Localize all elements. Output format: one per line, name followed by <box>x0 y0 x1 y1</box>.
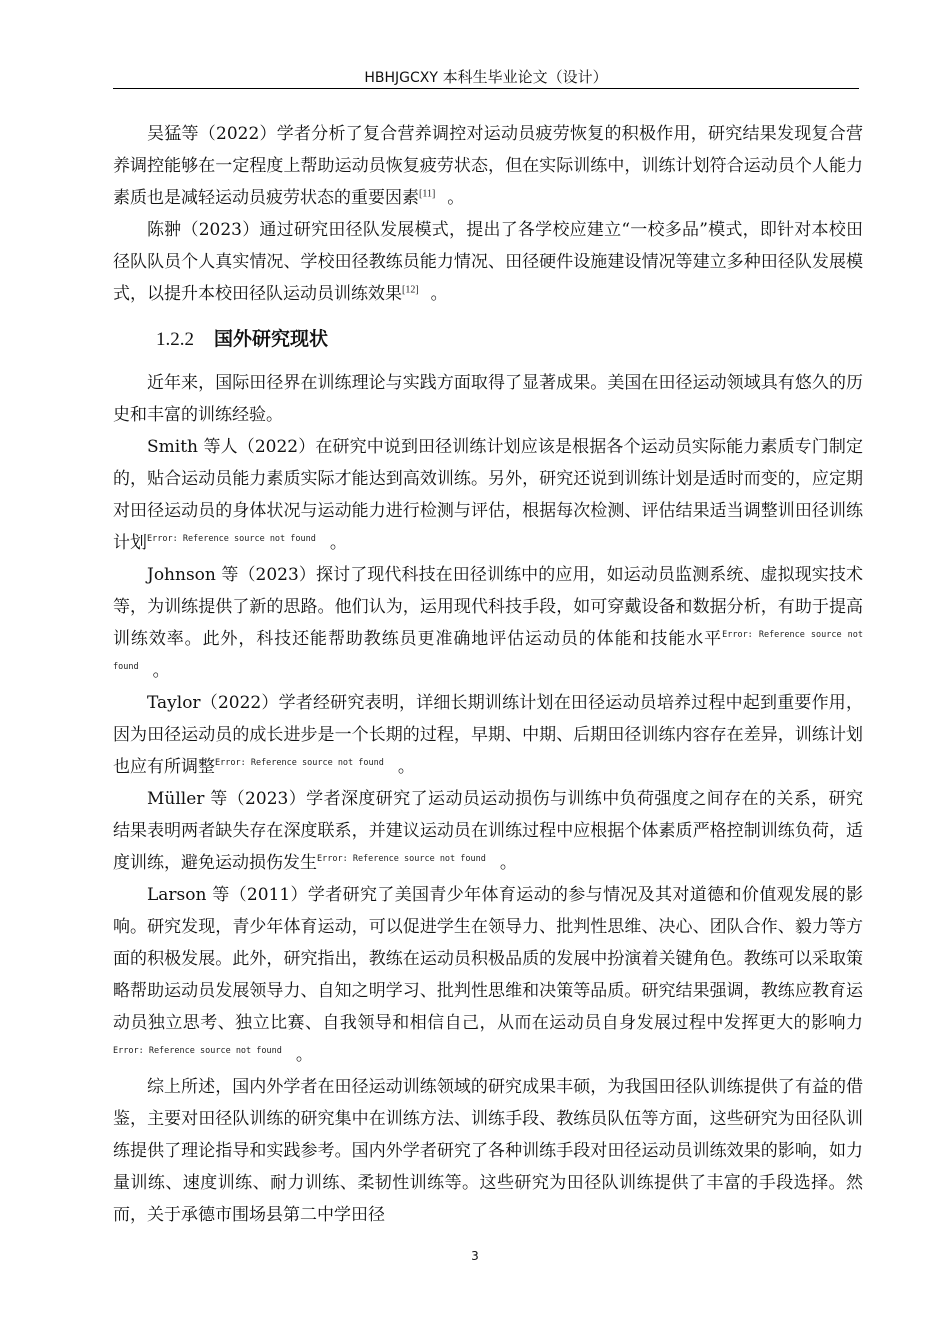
paragraph-johnson: Johnson 等（2023）探讨了现代科技在田径训练中的应用，如运动员监测系统、虚拟现实技术等，为训练提供了新的思路。他们认为，运用现代科技手段，如可穿戴设备和数据分析，有助于提高训练效率。此外，科技还能帮助教练员更准确地评估运动员的体能和技能水平$^{Error: Reference source not found}$ 。 <box>113 565 864 681</box>
reference-error: Error: Reference source not found <box>215 758 384 769</box>
paragraph-wu-meng: 吴猛等（2022）学者分析了复合营养调控对运动员疲劳恢复的积极作用，研究结果发现复合营养调控能够在一定程度上帮助运动员恢复疲劳状态，但在实际训练中，训练计划符合运动员个人能力素质也是减轻运动员疲劳状态的重要因素[11] 。 <box>113 124 863 208</box>
paragraph-end: 。 <box>295 1045 313 1065</box>
reference-error: Error: Reference source not found <box>147 534 316 545</box>
page-number: 3 <box>471 1249 479 1263</box>
paragraph-chen-shen: 陈翀（2023）通过研究田径队发展模式，提出了各学校应建立“一校多品”模式，即针对本校田径队队员个人真实情况、学校田径教练员能力情况、田径硬件设施建设情况等建立多种田径队发展模式，以提升本校田径队运动员训练效果[12] 。 <box>113 220 863 304</box>
citation: [11] <box>419 188 436 200</box>
reference-error: Error: Reference source not found <box>317 854 486 865</box>
paragraph-end: 。 <box>430 284 448 304</box>
header-code: HBHJGCXY <box>364 70 438 86</box>
header-title: 本科生毕业论文（设计） <box>442 68 608 86</box>
paragraph-end: 。 <box>447 188 465 208</box>
page-body <box>113 118 863 1231</box>
section-heading <box>113 325 863 354</box>
paragraph-end: 。 <box>499 853 517 873</box>
paragraph-end: 。 <box>397 757 415 777</box>
reference-error: Error: Reference source not found <box>113 630 864 673</box>
paragraph-smith: Smith 等人（2022）在研究中说到田径训练计划应该是根据各个运动员实际能力素质专门制定的，贴合运动员能力素质实际才能达到高效训练。另外，研究还说到训练计划是适时而变的，应定期对田径运动员的身体状况与运动能力进行检测与评估，根据每次检测、评估结果适当调整训田径训练计划$^{Error: Reference source not found}$ 。 <box>113 437 863 553</box>
paragraph-end: 。 <box>329 533 347 553</box>
citation: [12] <box>402 284 419 296</box>
paragraph-larson: Larson 等（2011）学者研究了美国青少年体育运动的参与情况及其对道德和价值观发展的影响。研究发现，青少年体育运动，可以促进学生在领导力、批判性思维、决心、团队合作、毅力等方面的积极发展。此外，研究指出，教练在运动员积极品质的发展中扮演着关键角色。教练可以采取策略帮助运动员发展领导力、自知之明学习、批判性思维和决策等品质。研究结果强调，教练应教育运动员独立思考、独立比赛、自我领导和相信自己，从而在运动员自身发展过程中发挥更大的影响力$^{Error: Reference source not found}$ 。 <box>113 885 863 1065</box>
paragraph-intro: 近年来，国际田径界在训练理论与实践方面取得了显著成果。美国在田径运动领域具有悠久的历史和丰富的训练经验。 <box>113 373 863 425</box>
paragraph-taylor: Taylor（2022）学者经研究表明，详细长期训练计划在田径运动员培养过程中起到重要作用，因为田径运动员的成长进步是一个长期的过程，早期、中期、后期田径训练内容存在差异，训练计划也应有所调整$^{Error: Reference source not found}$ 。 <box>113 693 863 777</box>
section-number: 1.2.2 <box>156 329 194 350</box>
reference-error: Error: Reference source not found <box>113 1046 282 1057</box>
section-title: 国外研究现状 <box>214 328 329 350</box>
paragraph-summary: 综上所述，国内外学者在田径运动训练领域的研究成果丰硕，为我国田径队训练提供了有益的借鉴，主要对田径队训练的研究集中在训练方法、训练手段、教练员队伍等方面，这些研究为田径队训练提供了理论指导和实践参考。国内外学者研究了各种训练手段对田径运动员训练效果的影响，如力量训练、速度训练、耐力训练、柔韧性训练等。这些研究为田径队训练提供了丰富的手段选择。然而，关于承德市围场县第二中学田径 <box>113 1077 863 1225</box>
paragraph-muller: Müller 等（2023）学者深度研究了运动员运动损伤与训练中负荷强度之间存在的关系，研究结果表明两者缺失存在深度联系，并建议运动员在训练过程中应根据个体素质严格控制训练负荷，适度训练，避免运动损伤发生$^{Error: Reference source not found}$ 。 <box>113 789 863 873</box>
paragraph-end: 。 <box>152 661 170 681</box>
page-header <box>113 66 859 89</box>
